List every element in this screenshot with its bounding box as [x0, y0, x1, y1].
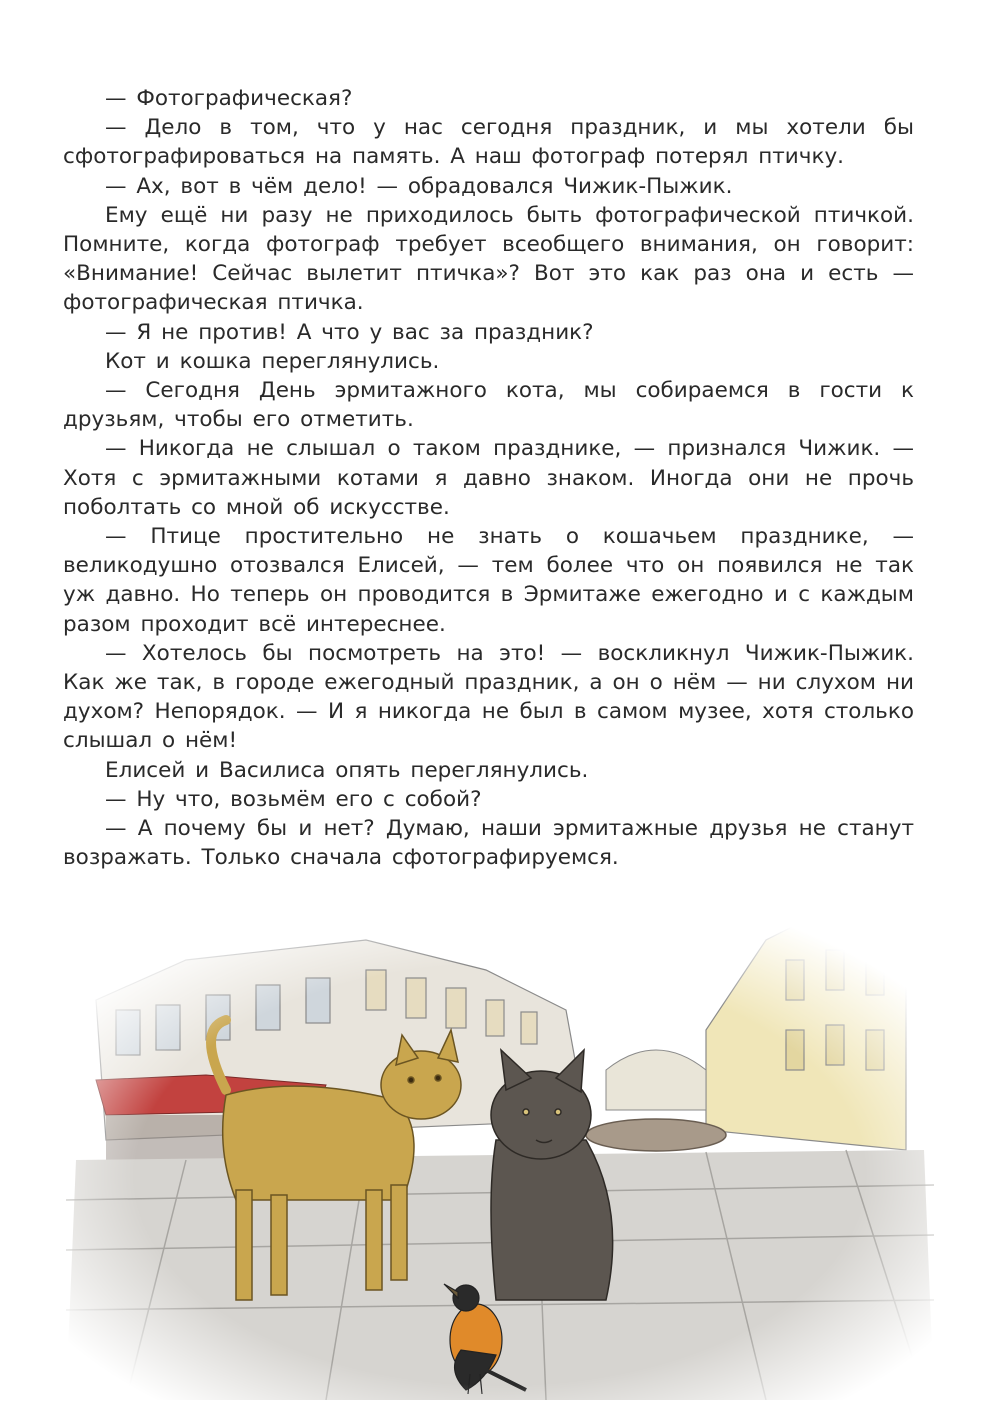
paragraph: — Сегодня День эрмитажного кота, мы собираемся в гости к друзьям, чтобы его отметить.	[63, 378, 914, 433]
paragraph: — Хотелось бы посмотреть на это! — воскликнул Чижик-Пыжик. Как же так, в городе ежегодный праздник, а он о нём — ни слухом ни духом? Непорядок. — И я никогда не был в самом музее, хотя столько слышал о нём!	[63, 640, 914, 754]
paragraph: — Дело в том, что у нас сегодня праздник, и мы хотели бы сфотографироваться на память. А наш фотограф потерял птичку.	[63, 115, 914, 170]
paragraph: — Птице простительно не знать о кошачьем празднике, — великодушно отозвался Елисей, — тем более что он появился не так уж давно. Но теперь он проводится в Эрмитаже ежегодно и с каждым разом проходит всё интереснее.	[63, 524, 914, 637]
paragraph: Ему ещё ни разу не приходилось быть фотографической птичкой. Помните, когда фотограф требует всеобщего внимания, он говорит: «Внимание! Сейчас вылетит птичка»? Вот это как раз она и есть — фотографическая птичка.	[63, 202, 914, 316]
paragraph: — Никогда не слышал о таком празднике, — признался Чижик. — Хотя с эрмитажными котами я давно знаком. Иногда они не прочь поболтать со мной об искусстве.	[63, 436, 914, 520]
paragraph: — Фотографическая?	[105, 86, 353, 111]
street-scene-image	[66, 900, 934, 1400]
paragraph: — Я не против! А что у вас за праздник?	[105, 319, 594, 345]
street-illustration	[66, 900, 934, 1400]
paragraph: — Ну что, возьмём его с собой?	[105, 786, 482, 812]
paragraph: Елисей и Василиса опять переглянулись.	[105, 757, 589, 783]
paragraph: Кот и кошка переглянулись.	[105, 348, 440, 374]
paragraph: — А почему бы и нет? Думаю, наши эрмитажные друзья не станут возражать. Только сначала сфотографируемся.	[63, 816, 914, 871]
story-text	[63, 84, 914, 872]
paragraph: — Ах, вот в чём дело! — обрадовался Чижик-Пыжик.	[105, 173, 733, 199]
